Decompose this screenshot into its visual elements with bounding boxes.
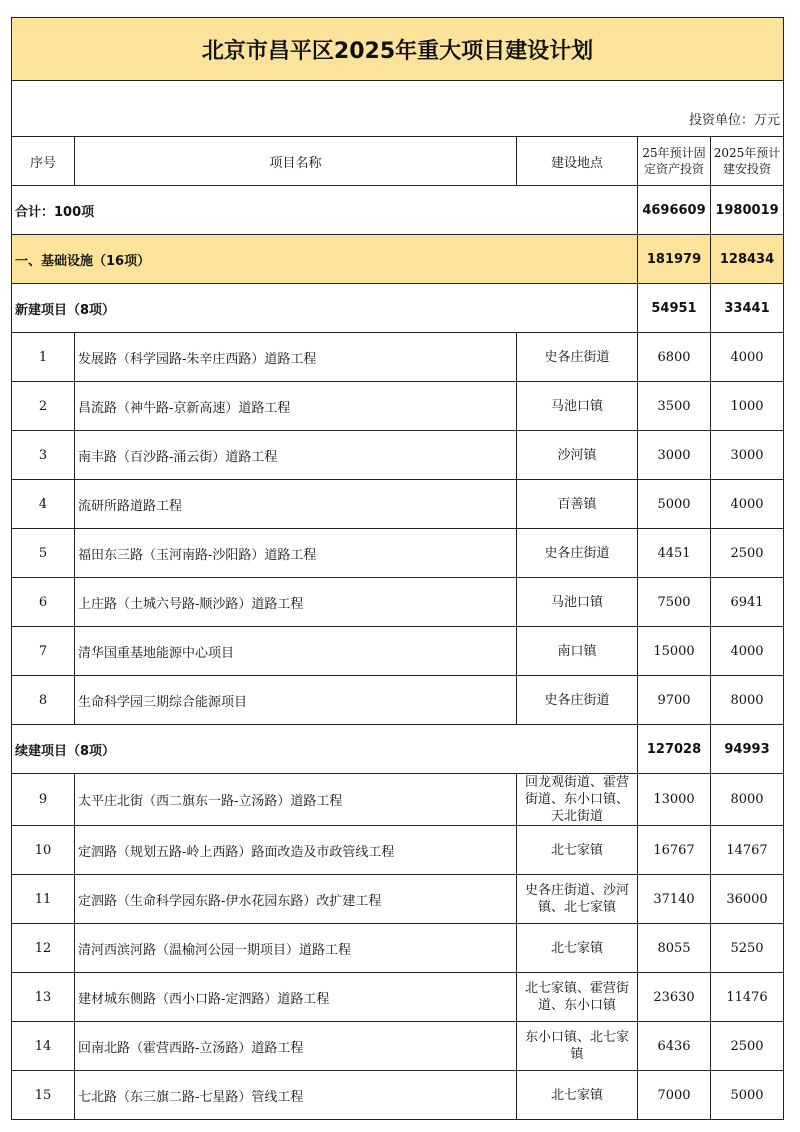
row-location: 史各庄街道、沙河镇、北七家镇 — [517, 875, 638, 924]
row-seq: 15 — [12, 1071, 75, 1120]
row-location: 回龙观街道、霍营街道、东小口镇、天北街道 — [517, 774, 638, 826]
row-name: 发展路（科学园路-朱辛庄西路）道路工程 — [75, 333, 517, 382]
section-row — [12, 235, 784, 284]
group-build: 33441 — [711, 284, 784, 333]
table-row — [12, 382, 784, 431]
table-row — [12, 676, 784, 725]
row-name: 清华国重基地能源中心项目 — [75, 627, 517, 676]
row-seq: 4 — [12, 480, 75, 529]
row-name: 建材城东侧路（西小口路-定泗路）道路工程 — [75, 973, 517, 1022]
row-name: 定泗路（生命科学园东路-伊水花园东路）改扩建工程 — [75, 875, 517, 924]
table-row — [12, 924, 784, 973]
row-seq: 2 — [12, 382, 75, 431]
row-build: 11476 — [711, 973, 784, 1022]
row-fixed: 6800 — [638, 333, 711, 382]
header-row — [12, 137, 784, 186]
row-build: 8000 — [711, 676, 784, 725]
row-location: 沙河镇 — [517, 431, 638, 480]
row-seq: 12 — [12, 924, 75, 973]
table-row — [12, 1022, 784, 1071]
group-label: 续建项目（8项） — [12, 725, 638, 774]
row-seq: 5 — [12, 529, 75, 578]
row-name: 七北路（东三旗二路-七星路）管线工程 — [75, 1071, 517, 1120]
row-seq: 14 — [12, 1022, 75, 1071]
row-fixed: 15000 — [638, 627, 711, 676]
header-fixed-investment: 25年预计固定资产投资 — [638, 137, 711, 186]
row-build: 2500 — [711, 1022, 784, 1071]
row-name: 定泗路（规划五路-岭上西路）路面改造及市政管线工程 — [75, 826, 517, 875]
row-fixed: 9700 — [638, 676, 711, 725]
row-name: 流研所路道路工程 — [75, 480, 517, 529]
group-row-new — [12, 284, 784, 333]
table-row — [12, 1071, 784, 1120]
header-build-investment: 2025年预计建安投资 — [711, 137, 784, 186]
row-fixed: 13000 — [638, 774, 711, 826]
row-name: 福田东三路（玉河南路-沙阳路）道路工程 — [75, 529, 517, 578]
row-seq: 3 — [12, 431, 75, 480]
table-row — [12, 774, 784, 826]
row-build: 5000 — [711, 1071, 784, 1120]
row-name: 上庄路（土城六号路-顺沙路）道路工程 — [75, 578, 517, 627]
row-seq: 11 — [12, 875, 75, 924]
group-fixed: 54951 — [638, 284, 711, 333]
row-build: 3000 — [711, 431, 784, 480]
row-location: 百善镇 — [517, 480, 638, 529]
row-build: 36000 — [711, 875, 784, 924]
group-label: 新建项目（8项） — [12, 284, 638, 333]
row-build: 4000 — [711, 333, 784, 382]
row-location: 北七家镇、霍营街道、东小口镇 — [517, 973, 638, 1022]
row-seq: 8 — [12, 676, 75, 725]
row-seq: 10 — [12, 826, 75, 875]
page-title: 北京市昌平区2025年重大项目建设计划 — [12, 18, 784, 81]
section-fixed: 181979 — [638, 235, 711, 284]
row-build: 1000 — [711, 382, 784, 431]
row-location: 北七家镇 — [517, 826, 638, 875]
table-row — [12, 480, 784, 529]
header-location: 建设地点 — [517, 137, 638, 186]
header-seq: 序号 — [12, 137, 75, 186]
table-row — [12, 529, 784, 578]
row-location: 史各庄街道 — [517, 333, 638, 382]
row-name: 清河西滨河路（温榆河公园一期项目）道路工程 — [75, 924, 517, 973]
row-name: 回南北路（霍营西路-立汤路）道路工程 — [75, 1022, 517, 1071]
row-build: 5250 — [711, 924, 784, 973]
row-location: 南口镇 — [517, 627, 638, 676]
row-fixed: 5000 — [638, 480, 711, 529]
table-row — [12, 973, 784, 1022]
row-build: 4000 — [711, 627, 784, 676]
group-row-continued — [12, 725, 784, 774]
table-row — [12, 431, 784, 480]
header-name: 项目名称 — [75, 137, 517, 186]
group-fixed: 127028 — [638, 725, 711, 774]
row-build: 8000 — [711, 774, 784, 826]
row-fixed: 8055 — [638, 924, 711, 973]
row-fixed: 6436 — [638, 1022, 711, 1071]
total-build: 1980019 — [711, 186, 784, 235]
row-build: 4000 — [711, 480, 784, 529]
row-location: 马池口镇 — [517, 382, 638, 431]
row-location: 北七家镇 — [517, 924, 638, 973]
row-seq: 13 — [12, 973, 75, 1022]
investment-unit-note: 投资单位：万元 — [12, 81, 784, 137]
row-seq: 1 — [12, 333, 75, 382]
total-label: 合计：100项 — [12, 186, 638, 235]
row-name: 生命科学园三期综合能源项目 — [75, 676, 517, 725]
row-fixed: 7500 — [638, 578, 711, 627]
row-location: 马池口镇 — [517, 578, 638, 627]
total-fixed: 4696609 — [638, 186, 711, 235]
table-row — [12, 875, 784, 924]
total-row — [12, 186, 784, 235]
row-fixed: 4451 — [638, 529, 711, 578]
row-fixed: 23630 — [638, 973, 711, 1022]
table-row — [12, 826, 784, 875]
row-fixed: 3000 — [638, 431, 711, 480]
row-seq: 6 — [12, 578, 75, 627]
project-plan-table — [11, 17, 784, 1120]
table-row — [12, 578, 784, 627]
row-location: 史各庄街道 — [517, 676, 638, 725]
row-build: 6941 — [711, 578, 784, 627]
row-name: 昌流路（神牛路-京新高速）道路工程 — [75, 382, 517, 431]
group-build: 94993 — [711, 725, 784, 774]
row-fixed: 37140 — [638, 875, 711, 924]
row-location: 东小口镇、北七家镇 — [517, 1022, 638, 1071]
row-location: 史各庄街道 — [517, 529, 638, 578]
section-label: 一、基础设施（16项） — [12, 235, 638, 284]
row-seq: 9 — [12, 774, 75, 826]
row-location: 北七家镇 — [517, 1071, 638, 1120]
row-fixed: 16767 — [638, 826, 711, 875]
row-seq: 7 — [12, 627, 75, 676]
row-build: 2500 — [711, 529, 784, 578]
row-name: 南丰路（百沙路-涌云街）道路工程 — [75, 431, 517, 480]
row-fixed: 7000 — [638, 1071, 711, 1120]
table-row — [12, 333, 784, 382]
row-fixed: 3500 — [638, 382, 711, 431]
row-name: 太平庄北街（西二旗东一路-立汤路）道路工程 — [75, 774, 517, 826]
section-build: 128434 — [711, 235, 784, 284]
row-build: 14767 — [711, 826, 784, 875]
table-row — [12, 627, 784, 676]
